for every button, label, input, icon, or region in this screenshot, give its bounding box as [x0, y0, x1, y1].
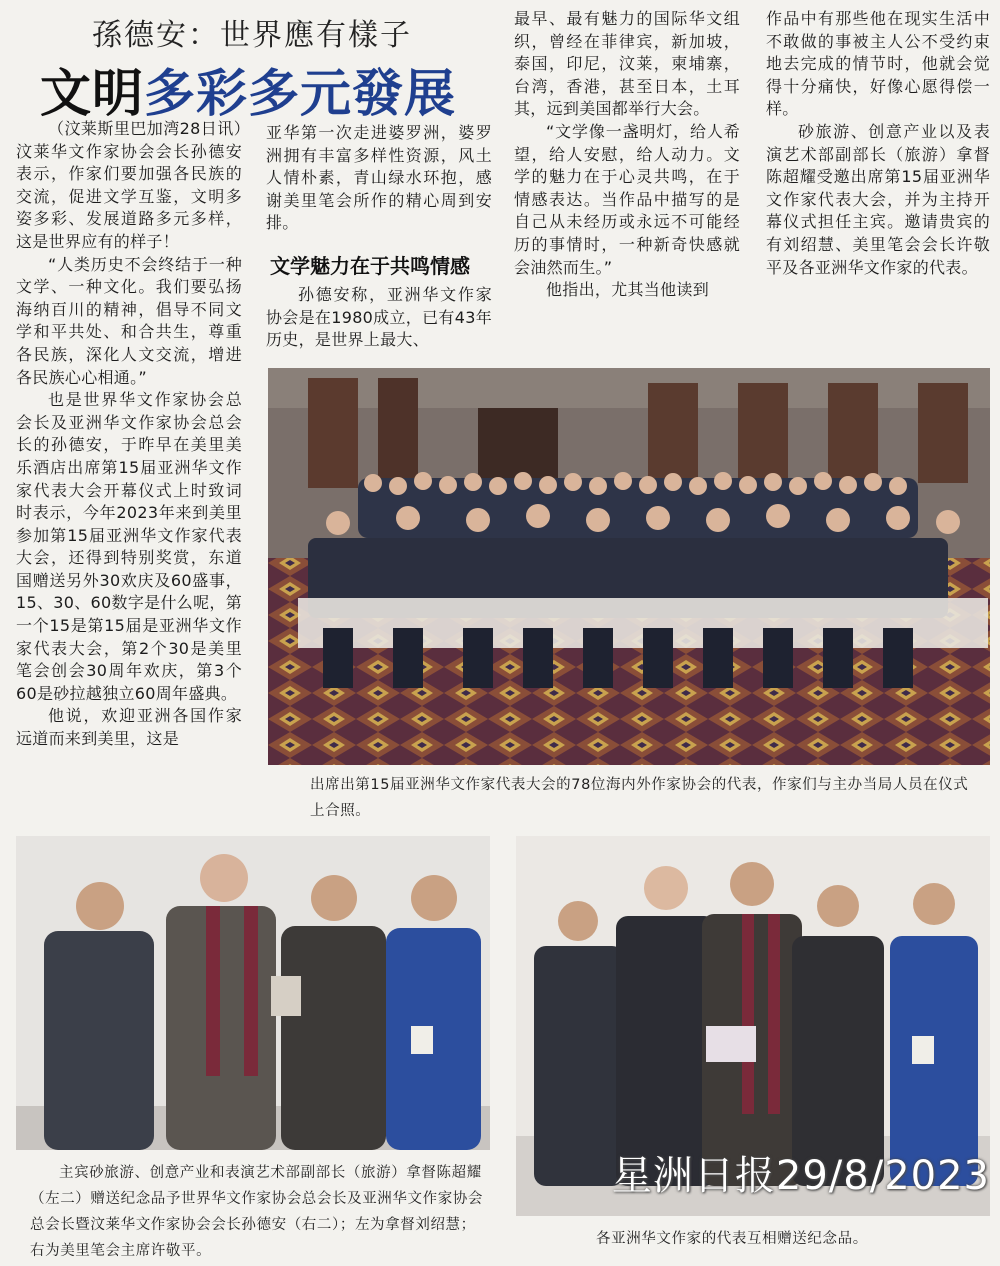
article-column-1 [16, 118, 242, 818]
col3-para-3: 他指出，尤其当他读到 [546, 280, 710, 300]
section-subheading: 文学魅力在于共鸣情感 [270, 254, 470, 278]
group-photo [268, 368, 990, 765]
newspaper-masthead: 星洲日报29/8/2023 [611, 1153, 990, 1199]
article-column-3 [514, 8, 740, 358]
group-photo-caption: 出席出第15届亚洲华文作家代表大会的78位海内外作家协会的代表，作家们与主办当局人员在仪式上合照。 [310, 777, 969, 819]
col1-para-2: “人类历史不会终结于一种文学、一种文化。我们要弘扬海纳百川的精神，倡导不同文学和平共处、和合共生，尊重各民族，深化人文交流，增进各民族心心相通。” [16, 254, 242, 387]
headline-kicker: 孫德安：世界應有樣子 [92, 18, 412, 53]
headline [40, 52, 456, 126]
col3-para-1: 最早、最有魅力的国际华文组织，曾经在菲律宾，新加坡，泰国，印尼，汶莱，柬埔寨，台湾，香港，甚至日本，土耳其，远到美国都举行大会。 [514, 9, 740, 119]
col1-para-3: 也是世界华文作家协会总会长及亚洲华文作家协会总会长的孙德安，于昨早在美里美乐酒店出席第15届亚洲华文作家代表大会开幕仪式上时致词时表示，今年2023年来到美里参加第15届亚洲华文作家代表大会，还得到特别奖赏，东道国赠送另外30欢庆及60盛事，15、30、60数字是什么呢，第一个15是第15届是亚洲华文作家代表大会，第2个30是美里笔会创会30周年欢庆，第3个60是砂拉越独立60周年盛典。 [16, 390, 242, 703]
col1-para-1: （汶莱斯里巴加湾28日讯）汶莱华文作家协会会长孙德安表示，作家们要加强各民族的交流，促进文学互鉴，文明多姿多彩、发展道路多元多样，这是世界应有的样子！ [16, 119, 242, 251]
col4-para-1: 作品中有那些他在现实生活中不敢做的事被主人公不受约束地去完成的情节时，他就会觉得十分痛快，好像心愿得偿一样。 [766, 9, 990, 119]
right-photo-caption: 各亚洲华文作家的代表互相赠送纪念品。 [596, 1231, 868, 1247]
article-column-2-top [266, 122, 492, 242]
ceremony-photo-left [16, 836, 490, 1150]
article-column-4 [766, 8, 990, 358]
article-column-2-bottom [266, 284, 492, 356]
col4-para-2: 砂旅游、创意产业以及表演艺术部副部长（旅游）拿督陈超耀受邀出席第15届亚洲华文作家代表大会，并为主持开幕仪式担任主宾。邀请贵宾的有刘绍慧、美里笔会会长许敬平及各亚洲华文作家的代表。 [766, 121, 990, 277]
col3-para-2: “文学像一盏明灯，给人希望，给人安慰，给人动力。文学的魅力在于心灵共鸣，在于情感表达。当作品中描写的是自己从未经历或永远不可能经历的事情时，一种新奇快感就会油然而生。” [514, 121, 740, 277]
headline-part2: 多彩多元發展 [144, 65, 457, 124]
col2-para-2: 孙德安称，亚洲华文作家协会是在1980成立，已有43年历史，是世界上最大、 [266, 285, 492, 350]
col2-para-1: 亚华第一次走进婆罗洲，婆罗洲拥有丰富多样性资源，风土人情朴素，青山绿水环抱，感谢美里笔会所作的精心周到安排。 [266, 123, 492, 233]
left-photo-caption: 主宾砂旅游、创意产业和表演艺术部副部长（旅游）拿督陈超耀（左二）赠送纪念品予世界华文作家协会总会长及亚洲华文作家协会总会长暨汶莱华文作家协会会长孙德安（右二）；左为拿督刘绍慧；右为美里笔会主席许敬平。 [30, 1165, 483, 1259]
headline-part1: 文明 [40, 65, 145, 124]
col1-para-4: 他说，欢迎亚洲各国作家远道而来到美里，这是 [16, 706, 242, 749]
